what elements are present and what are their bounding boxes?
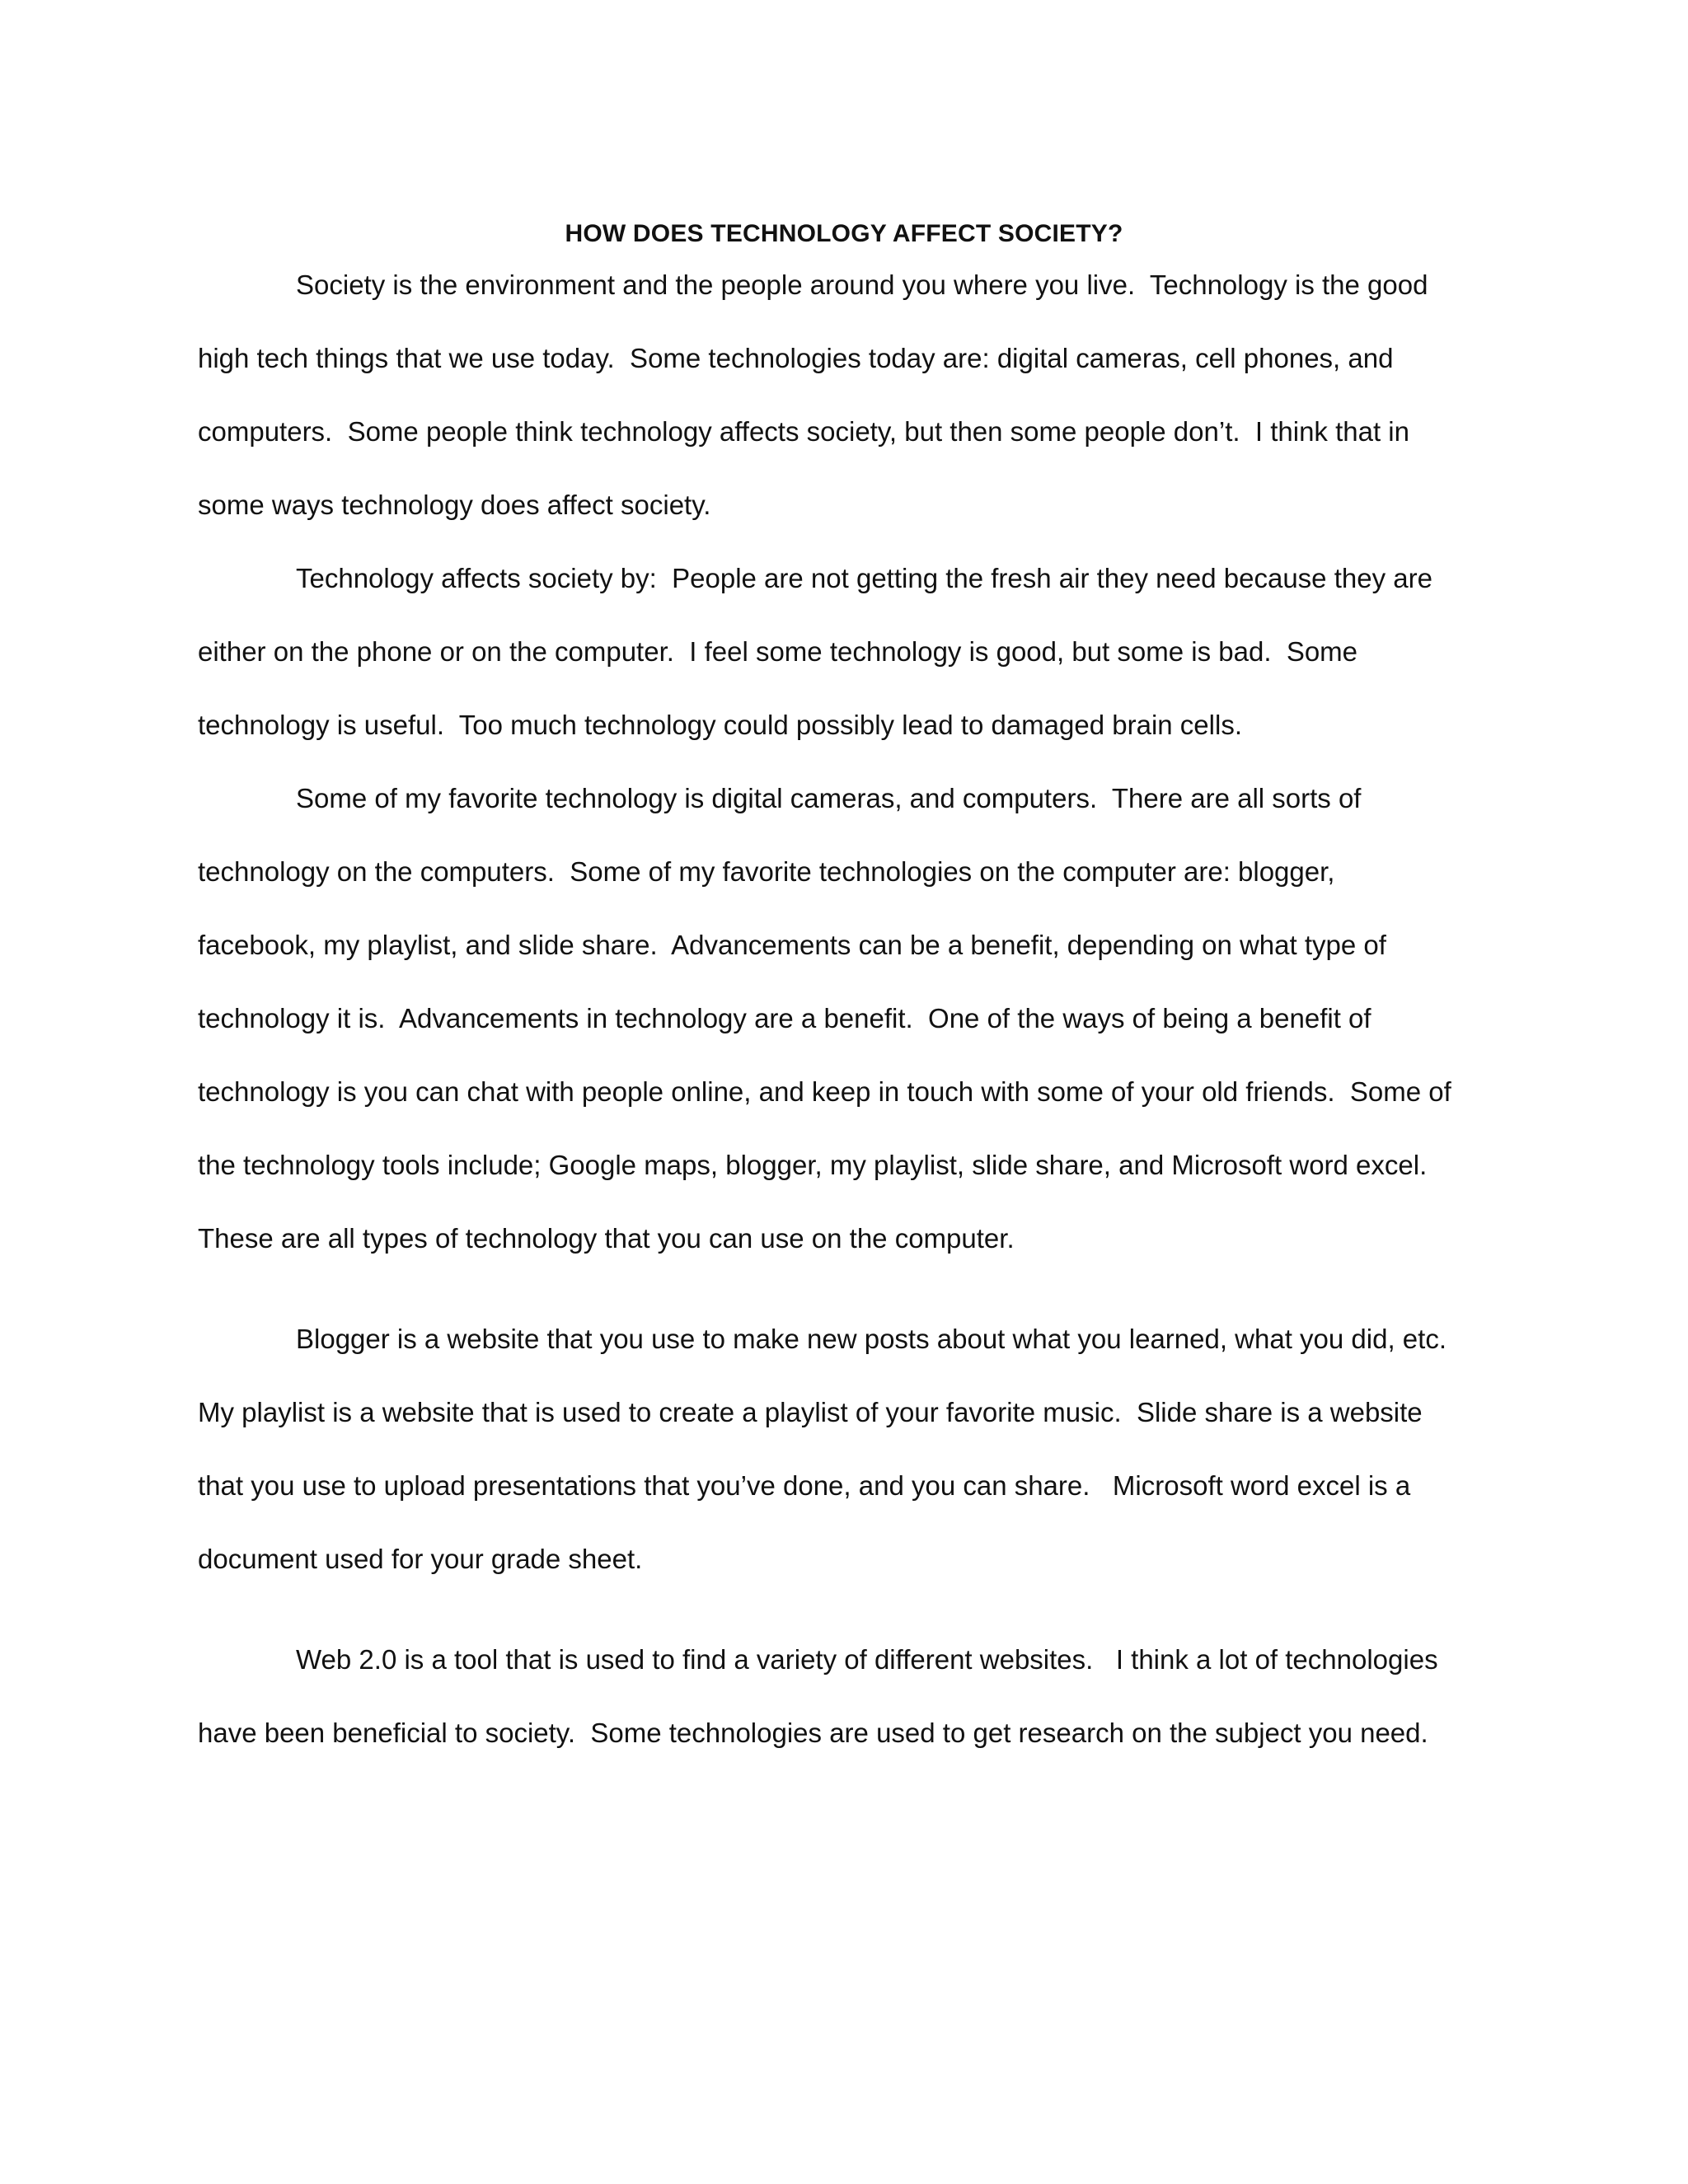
paragraph-2-line-2: either on the phone or on the computer. I feel some technology is good, but some is bad. Some [198, 636, 1358, 667]
paragraph-3-line-6: the technology tools include; Google maps, blogger, my playlist, slide share, and Microsoft word excel. [198, 1150, 1428, 1180]
paragraph-1-line-4: some ways technology does affect society. [198, 490, 711, 520]
paragraph-2-line-1: Technology affects society by: People are not getting the fresh air they need because they are [296, 563, 1432, 593]
paragraph-1-line-3: computers. Some people think technology affects society, but then some people don’t. I think that in [198, 416, 1409, 447]
paragraph-1-line-2: high tech things that we use today. Some technologies today are: digital cameras, cell phones, and [198, 343, 1394, 373]
paragraph-3-line-1: Some of my favorite technology is digital cameras, and computers. There are all sorts of [296, 783, 1362, 813]
paragraph-3-line-2: technology on the computers. Some of my favorite technologies on the computer are: blogger, [198, 856, 1335, 887]
paragraph-4-line-2: My playlist is a website that is used to create a playlist of your favorite music. Slide share is a website [198, 1397, 1423, 1427]
paragraph-3-line-4: technology it is. Advancements in technology are a benefit. One of the ways of being a benefit of [198, 1003, 1372, 1033]
paragraph-3-line-7: These are all types of technology that you can use on the computer. [198, 1223, 1015, 1254]
paragraph-4-line-4: document used for your grade sheet. [198, 1544, 643, 1574]
paragraph-3-line-3: facebook, my playlist, and slide share. Advancements can be a benefit, depending on what type of [198, 930, 1386, 960]
paragraph-5-line-2: have been beneficial to society. Some technologies are used to get research on the subject you need. [198, 1718, 1428, 1748]
paragraph-1-line-1: Society is the environment and the people around you where you live. Technology is the good [296, 269, 1428, 300]
paragraph-4-line-1: Blogger is a website that you use to make new posts about what you learned, what you did, etc. [296, 1324, 1447, 1354]
paragraph-5-line-1: Web 2.0 is a tool that is used to find a variety of different websites. I think a lot of technologies [296, 1644, 1438, 1675]
document-title: HOW DOES TECHNOLOGY AFFECT SOCIETY? [565, 220, 1123, 248]
paragraph-4-line-3: that you use to upload presentations that you’ve done, and you can share. Microsoft word excel is a [198, 1470, 1411, 1501]
paragraph-3-line-5: technology is you can chat with people online, and keep in touch with some of your old friends. Some of [198, 1076, 1451, 1107]
paragraph-2-line-3: technology is useful. Too much technology could possibly lead to damaged brain cells. [198, 710, 1242, 740]
